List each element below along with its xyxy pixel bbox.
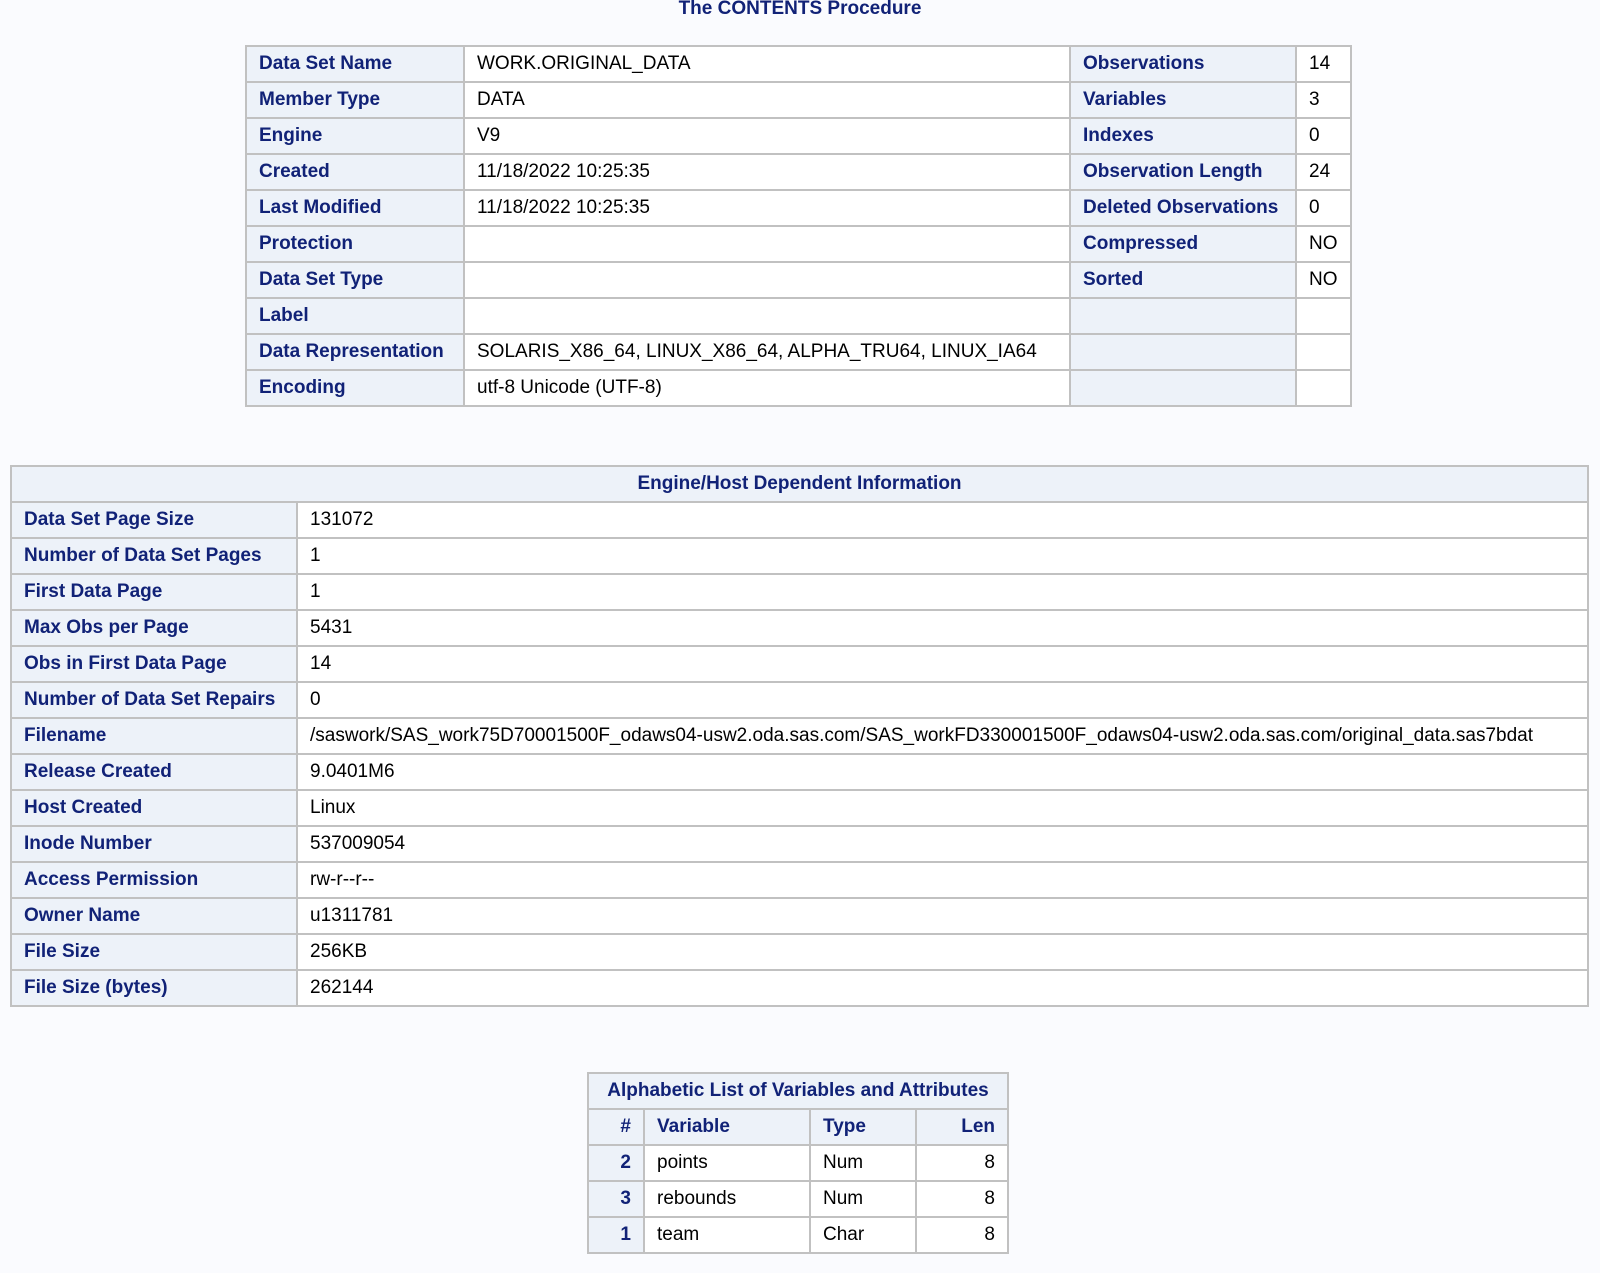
procedure-title: The CONTENTS Procedure xyxy=(678,0,922,19)
row-label: Indexes xyxy=(1070,118,1296,154)
row-value: 14 xyxy=(1296,46,1351,82)
row-value: utf-8 Unicode (UTF-8) xyxy=(464,370,1070,406)
attributes-table xyxy=(245,45,1352,407)
table-row xyxy=(588,1181,1008,1217)
row-label: Encoding xyxy=(246,370,464,406)
table-row xyxy=(246,118,1351,154)
row-label: Member Type xyxy=(246,82,464,118)
variable-type: Num xyxy=(810,1145,916,1181)
table-row xyxy=(11,862,1588,898)
engine-host-table xyxy=(10,465,1589,1007)
row-value: 3 xyxy=(1296,82,1351,118)
row-value xyxy=(464,262,1070,298)
table-row xyxy=(246,46,1351,82)
column-header-number: # xyxy=(588,1109,644,1145)
row-label: Variables xyxy=(1070,82,1296,118)
row-label: Data Set Type xyxy=(246,262,464,298)
row-label: Last Modified xyxy=(246,190,464,226)
table-row xyxy=(11,538,1588,574)
variable-number: 1 xyxy=(588,1217,644,1253)
row-label: Filename xyxy=(11,718,297,754)
row-value: WORK.ORIGINAL_DATA xyxy=(464,46,1070,82)
row-value xyxy=(1296,298,1351,334)
row-value: 24 xyxy=(1296,154,1351,190)
row-label: File Size (bytes) xyxy=(11,970,297,1006)
table-row xyxy=(11,646,1588,682)
column-header-variable: Variable xyxy=(644,1109,810,1145)
row-label: Number of Data Set Repairs xyxy=(11,682,297,718)
row-label: Created xyxy=(246,154,464,190)
row-value: NO xyxy=(1296,262,1351,298)
row-label: Data Set Page Size xyxy=(11,502,297,538)
row-label: Access Permission xyxy=(11,862,297,898)
table-row xyxy=(11,970,1588,1006)
table-caption-row xyxy=(11,466,1588,502)
row-value: u1311781 xyxy=(297,898,1588,934)
row-label: Observations xyxy=(1070,46,1296,82)
row-value xyxy=(1296,334,1351,370)
variable-length: 8 xyxy=(916,1181,1008,1217)
variable-type: Char xyxy=(810,1217,916,1253)
row-value: 11/18/2022 10:25:35 xyxy=(464,190,1070,226)
table-row xyxy=(588,1145,1008,1181)
row-label: Data Representation xyxy=(246,334,464,370)
row-value: 1 xyxy=(297,538,1588,574)
variable-number: 3 xyxy=(588,1181,644,1217)
variables-table xyxy=(587,1072,1009,1254)
table-row xyxy=(246,82,1351,118)
row-value xyxy=(1296,370,1351,406)
variable-length: 8 xyxy=(916,1217,1008,1253)
row-value: 9.0401M6 xyxy=(297,754,1588,790)
table-row xyxy=(11,790,1588,826)
row-value: rw-r--r-- xyxy=(297,862,1588,898)
row-value: V9 xyxy=(464,118,1070,154)
row-label: Label xyxy=(246,298,464,334)
row-label: First Data Page xyxy=(11,574,297,610)
row-label: Sorted xyxy=(1070,262,1296,298)
row-label: Release Created xyxy=(11,754,297,790)
row-value: 1 xyxy=(297,574,1588,610)
row-value: 131072 xyxy=(297,502,1588,538)
row-label xyxy=(1070,298,1296,334)
filename-value: /saswork/SAS_work75D70001500F_odaws04-usw2.oda.sas.com/SAS_workFD330001500F_odaws04-usw2.oda.sas.com/original_data.sas7bdat xyxy=(297,718,1588,754)
table-row xyxy=(11,934,1588,970)
row-value: 5431 xyxy=(297,610,1588,646)
variable-type: Num xyxy=(810,1181,916,1217)
table-row xyxy=(246,370,1351,406)
row-value: 11/18/2022 10:25:35 xyxy=(464,154,1070,190)
row-label: Obs in First Data Page xyxy=(11,646,297,682)
column-header-type: Type xyxy=(810,1109,916,1145)
row-value: 0 xyxy=(297,682,1588,718)
row-label xyxy=(1070,334,1296,370)
row-value: 0 xyxy=(1296,190,1351,226)
row-value: 14 xyxy=(297,646,1588,682)
row-label: Number of Data Set Pages xyxy=(11,538,297,574)
table-row xyxy=(246,190,1351,226)
row-value: NO xyxy=(1296,226,1351,262)
variable-name: team xyxy=(644,1217,810,1253)
row-value: 262144 xyxy=(297,970,1588,1006)
row-label: Observation Length xyxy=(1070,154,1296,190)
table-row xyxy=(588,1217,1008,1253)
row-label: Owner Name xyxy=(11,898,297,934)
row-label: Deleted Observations xyxy=(1070,190,1296,226)
row-label xyxy=(1070,370,1296,406)
row-label: Host Created xyxy=(11,790,297,826)
row-value: Linux xyxy=(297,790,1588,826)
variable-name: points xyxy=(644,1145,810,1181)
table-row xyxy=(11,574,1588,610)
table-row xyxy=(246,154,1351,190)
variable-length: 8 xyxy=(916,1145,1008,1181)
row-value xyxy=(464,226,1070,262)
row-label: Engine xyxy=(246,118,464,154)
table-row xyxy=(11,754,1588,790)
table-row xyxy=(11,502,1588,538)
row-value xyxy=(464,298,1070,334)
table-row xyxy=(246,334,1351,370)
row-value: 0 xyxy=(1296,118,1351,154)
table-row xyxy=(11,610,1588,646)
engine-host-caption: Engine/Host Dependent Information xyxy=(11,466,1588,502)
row-value: 537009054 xyxy=(297,826,1588,862)
table-row xyxy=(11,682,1588,718)
row-label: Max Obs per Page xyxy=(11,610,297,646)
table-caption-row xyxy=(588,1073,1008,1109)
row-label: Inode Number xyxy=(11,826,297,862)
row-label: Compressed xyxy=(1070,226,1296,262)
row-label: File Size xyxy=(11,934,297,970)
row-label: Protection xyxy=(246,226,464,262)
table-row xyxy=(246,226,1351,262)
table-row xyxy=(11,826,1588,862)
variable-name: rebounds xyxy=(644,1181,810,1217)
column-header-len: Len xyxy=(916,1109,1008,1145)
row-value: SOLARIS_X86_64, LINUX_X86_64, ALPHA_TRU64, LINUX_IA64 xyxy=(464,334,1070,370)
table-row xyxy=(11,718,1588,754)
table-row xyxy=(246,262,1351,298)
table-header-row xyxy=(588,1109,1008,1145)
row-value: 256KB xyxy=(297,934,1588,970)
row-label: Data Set Name xyxy=(246,46,464,82)
variable-number: 2 xyxy=(588,1145,644,1181)
table-row xyxy=(11,898,1588,934)
table-row xyxy=(246,298,1351,334)
row-value: DATA xyxy=(464,82,1070,118)
variables-caption: Alphabetic List of Variables and Attributes xyxy=(588,1073,1008,1109)
